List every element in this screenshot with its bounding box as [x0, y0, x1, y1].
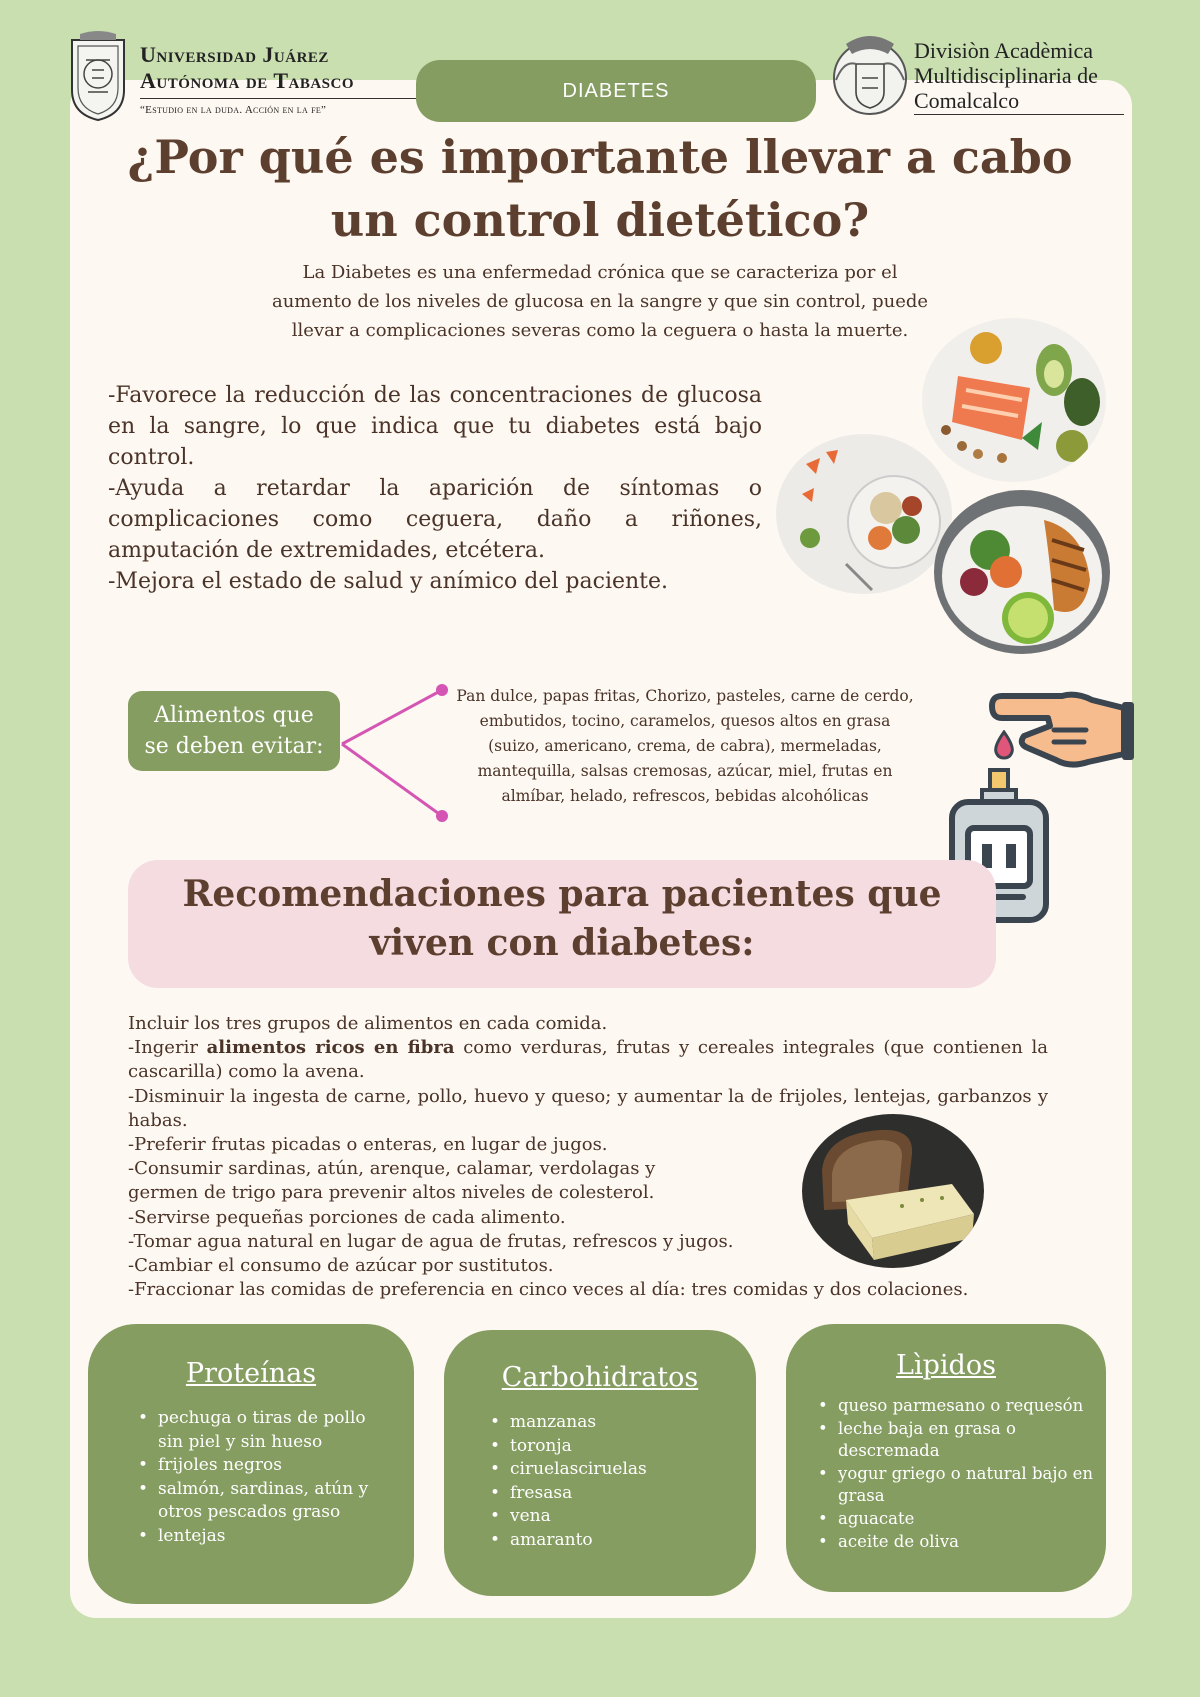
foods-to-avoid-label: Alimentos que se deben evitar: — [128, 691, 340, 771]
group-title: Carbohidratos — [501, 1362, 699, 1393]
list-item: • aceite de oliva — [816, 1531, 1096, 1554]
division-name: Divisiòn Acadèmica Multidisciplinaria de Comalcalco — [914, 38, 1098, 113]
university-motto: “Estudio en la duda. Acción en la fe” — [140, 104, 327, 116]
benefit-item: -Favorece la reducción de las concentraciones de glucosa en la sangre, lo que indica que tu diabetes está bajo control. — [108, 383, 762, 470]
foods-to-avoid-list: Pan dulce, papas fritas, Chorizo, pasteles, carne de cerdo, embutidos, tocino, caramelos, quesos altos en grasa (suizo, americano, crema, de cabra), mermeladas, mantequilla, salsas cremosas, azúcar, miel, frutas en almíbar, helado, refrescos, bebidas alcohólicas — [456, 687, 914, 805]
list-item: • yogur griego o natural bajo en grasa — [816, 1463, 1096, 1508]
recommendation-item: -Ingerir alimentos ricos en fibra como verduras, frutas y cereales integrales (que contienen la cascarilla) como la avena. — [128, 1037, 1048, 1083]
university-seal-icon — [66, 30, 130, 122]
intro-paragraph: La Diabetes es una enfermedad crónica que se caracteriza por el aumento de los niveles de glucosa en la sangre y que sin control, puede llevar a complicaciones severas como la ceguera o hasta la muerte. — [271, 262, 929, 341]
recommendation-item: -Consumir sardinas, atún, arenque, calamar, verdolagas y germen de trigo para prevenir altos niveles de colesterol. — [128, 1158, 656, 1204]
bread-cheese-photo — [802, 1114, 984, 1268]
list-item: • leche baja en grasa o descremada — [816, 1418, 1096, 1463]
recommendation-item: -Fraccionar las comidas de preferencia en cinco veces al día: tres comidas y dos colaciones. — [128, 1279, 969, 1301]
salad-bowl-photo — [776, 434, 952, 594]
recommendation-item: -Preferir frutas picadas o enteras, en lugar de jugos. — [128, 1134, 608, 1156]
salmon-food-photo — [922, 318, 1106, 482]
division-seal-icon — [828, 30, 912, 122]
group-title: Lìpidos — [896, 1350, 996, 1381]
university-logo — [66, 30, 406, 126]
list-item: • frijoles negros — [136, 1454, 386, 1478]
recommendation-item: -Cambiar el consumo de azúcar por sustitutos. — [128, 1255, 554, 1277]
recommendation-item: -Servirse pequeñas porciones de cada alimento. — [128, 1206, 566, 1228]
benefits-list — [108, 380, 762, 597]
recommendations-title: Recomendaciones para pacientes que viven con diabetes: — [182, 873, 942, 964]
list-item: • manzanas — [488, 1411, 736, 1435]
list-item: • amaranto — [488, 1529, 736, 1553]
list-item: • aguacate — [816, 1508, 1096, 1531]
group-title: Proteínas — [185, 1358, 317, 1389]
topic-badge: DIABETES — [416, 60, 816, 122]
benefit-item: -Ayuda a retardar la aparición de síntomas o complicaciones como ceguera, daño a riñones, amputación de extremidades, etcétera. — [108, 476, 762, 563]
list-item: • queso parmesano o requesón — [816, 1395, 1096, 1418]
blood-drop-icon — [992, 730, 1016, 760]
list-item: • lentejas — [136, 1525, 386, 1549]
page-title: ¿Por qué es importante llevar a cabo un control dietético? — [127, 130, 1073, 247]
university-name: Universidad Juárez Autónoma de Tabasco — [140, 42, 355, 93]
group-carbohidratos — [444, 1330, 756, 1596]
list-item: • toronja — [488, 1435, 736, 1459]
recommendation-item: -Disminuir la ingesta de carne, pollo, huevo y queso; y aumentar la de frijoles, lentejas, garbanzos y habas. — [128, 1085, 1048, 1131]
group-lipidos — [786, 1324, 1106, 1592]
recommendation-item: Incluir los tres grupos de alimentos en cada comida. — [128, 1013, 608, 1034]
divider — [140, 98, 452, 99]
list-item: • fresasa — [488, 1482, 736, 1506]
chicken-salad-photo — [934, 490, 1110, 654]
group-proteinas — [88, 1324, 414, 1604]
division-logo — [828, 30, 1128, 126]
list-item: • salmón, sardinas, atún y otros pescados graso — [136, 1478, 386, 1525]
divider — [914, 114, 1124, 115]
benefit-item: -Mejora el estado de salud y anímico del paciente. — [108, 569, 669, 594]
list-item: • vena — [488, 1505, 736, 1529]
recommendation-item: -Tomar agua natural en lugar de agua de frutas, refrescos y jugos. — [128, 1230, 734, 1252]
list-item: • ciruelasciruelas — [488, 1458, 736, 1482]
list-item: • pechuga o tiras de pollo sin piel y sin hueso — [136, 1407, 386, 1454]
